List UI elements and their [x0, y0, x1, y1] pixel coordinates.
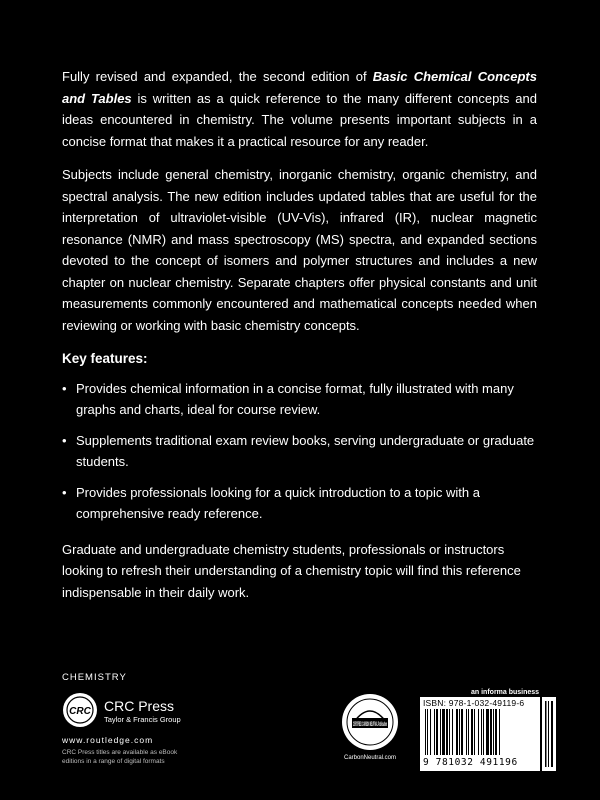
carbon-neutral-logo — [340, 692, 400, 752]
closing-paragraph: Graduate and undergraduate chemistry students, professionals or instructors looking to refresh their understanding of a chemistry topic will find this reference indispensable in their daily work. — [62, 541, 521, 600]
barcode-bar — [493, 709, 494, 755]
barcode-bar — [478, 709, 479, 755]
barcode-bar — [481, 709, 482, 755]
barcode-bar — [456, 709, 458, 755]
website-link[interactable]: www.routledge.com — [62, 735, 154, 745]
bullet-icon: • — [62, 484, 67, 500]
barcode-bar — [483, 709, 484, 755]
barcode-bar — [440, 709, 441, 755]
barcode — [420, 697, 540, 771]
bullet-icon: • — [62, 432, 67, 448]
barcode-bar — [466, 709, 467, 755]
publisher-name: CRC Press — [104, 698, 175, 714]
barcode-bar — [425, 709, 426, 755]
barcode-bar — [449, 709, 450, 755]
isbn: ISBN: 978-1-032-49119-6 — [423, 698, 525, 708]
key-features-heading: Key features: — [62, 351, 148, 366]
intro-paragraph — [62, 66, 537, 152]
barcode-bar — [452, 709, 453, 755]
barcode-bar — [459, 709, 460, 755]
barcode-bar — [427, 709, 428, 755]
subject-category: CHEMISTRY — [62, 672, 127, 683]
feature-item: • Provides chemical information in a concise format, fully illustrated with many graphs and charts, ideal for course review. — [62, 378, 537, 421]
barcode-bar — [495, 709, 497, 755]
barcode-bar — [430, 709, 431, 755]
publisher-subtitle: Taylor & Francis Group — [104, 715, 181, 724]
back-cover-description — [62, 66, 537, 615]
intro-lead: Fully revised and expanded, the second edition of — [62, 69, 373, 84]
crc-logo-text: CRC — [69, 706, 91, 717]
barcode-bar — [474, 709, 475, 755]
barcode-bar — [499, 709, 500, 755]
feature-item: • Provides professionals looking for a quick introduction to a topic with a comprehensive ready reference. — [62, 482, 537, 525]
carbon-logo-text: CERTIFIED CARBON NEUTRAL Publication — [353, 722, 388, 728]
barcode-bar — [461, 709, 463, 755]
barcode-digits: 9 781032 491196 — [423, 757, 518, 768]
barcode-bar — [490, 709, 492, 755]
crc-press-logo — [62, 692, 98, 728]
barcode-addon — [542, 697, 556, 771]
barcode-bar — [436, 709, 438, 755]
informa-business: an informa business — [471, 689, 540, 696]
carbon-neutral-url: CarbonNeutral.com — [343, 755, 397, 761]
barcode-bar — [468, 709, 469, 755]
barcode-bar — [442, 709, 445, 755]
intro-rest: is written as a quick reference to the many different concepts and ideas encountered in chemistry. The volume presents important subjects in a concise format that makes it a practical resource for any reader. — [62, 90, 537, 149]
barcode-bar — [486, 709, 489, 755]
bullet-icon: • — [62, 380, 67, 396]
feature-item: • Supplements traditional exam review books, serving undergraduate or graduate students. — [62, 430, 537, 473]
subjects-paragraph: Subjects include general chemistry, inorganic chemistry, organic chemistry, and spectral analysis. The new edition includes updated tables that are useful for the interpretation of ultraviolet-visible (UV-Vis), infrared (IR), nuclear magnetic resonance (NMR) and mass spectroscopy (MS) spectra, and expanded sections devoted to the concept of isomers and polymer structures and includes a new chapter on nuclear chemistry. Separate chapters offer physical constants and unit measurements commonly encountered and mathematical concepts needed when reviewing or working with basic chemistry concepts. — [62, 167, 537, 333]
barcode-bars — [425, 709, 535, 755]
book-title: Basic Chemical Concepts and Tables — [62, 69, 537, 106]
barcode-bar — [446, 709, 448, 755]
key-features-list — [62, 378, 537, 525]
barcode-bar — [434, 709, 435, 755]
ebook-note: CRC Press titles are available as eBook editions in a range of digital formats — [62, 749, 178, 765]
barcode-bar — [471, 709, 473, 755]
